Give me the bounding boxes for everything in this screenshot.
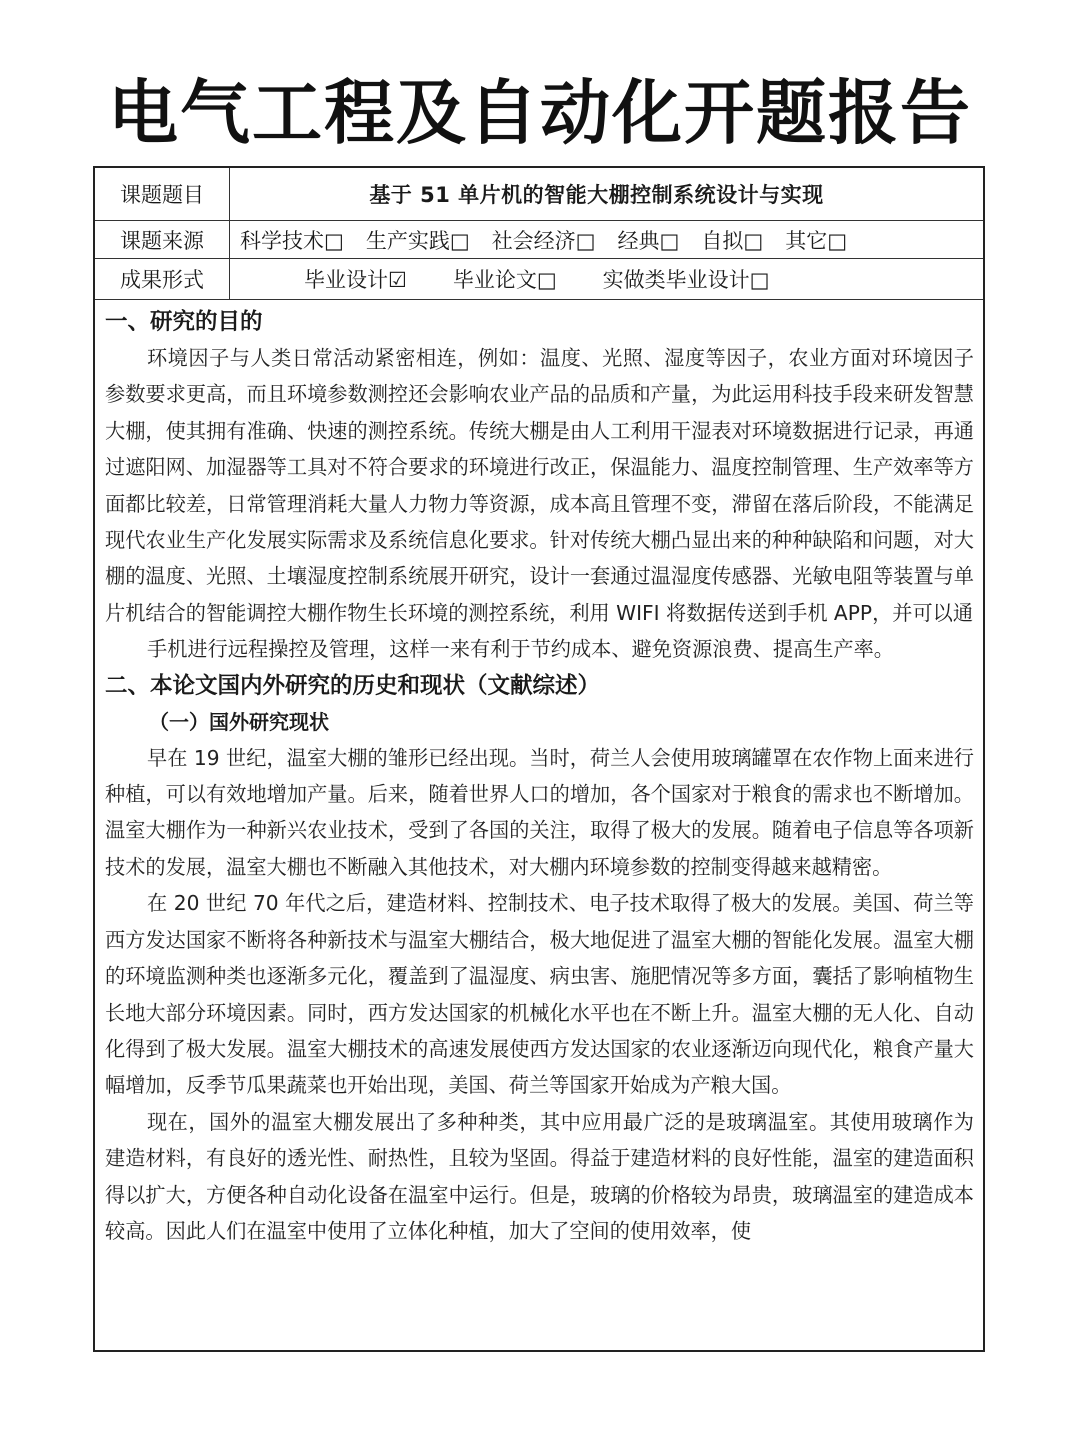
report-form	[93, 166, 985, 1352]
form-option-design: 毕业设计☑	[304, 268, 407, 292]
source-option-economy: 社会经济□	[491, 228, 596, 253]
section1-paragraph: 手机进行远程操控及管理，这样一来有利于节约成本、避免资源浪费、提高生产率。	[147, 637, 894, 662]
form-option-practical: 实做类毕业设计□	[602, 268, 770, 292]
row-source	[95, 221, 983, 259]
section1-heading: 一、研究的目的	[105, 309, 263, 335]
section1-paragraph: 环境因子与人类日常活动紧密相连，例如：温度、光照、湿度等因子，农业方面对环境因子参数要求更高，而且环境参数测控还会影响农业产品的品质和产量，为此运用科技手段来研发智慧大棚，使其拥有准确、快速的测控系统。传统大棚是由人工利用干湿表对环境数据进行记录，再通过遮阳网、加湿器等工具对不符合要求的环境进行改正，保温能力、温度控制管理、生产效率等方面都比较差，日常管理消耗大量人力物力等资源，成本高且管理不变，滞留在落后阶段，不能满足现代农业生产化发展实际需求及系统信息化要求。针对传统大棚凸显出来的种种缺陷和问题，对大棚的温度、光照、土壤湿度控制系统展开研究，设计一套通过温湿度传感器、光敏电阻等装置与单片机结合的智能调控大棚作物生长环境的测控系统，利用 WIFI 将数据传送到手机 APP，并可以通	[105, 346, 974, 625]
meta-table	[95, 168, 983, 300]
section2-heading: 二、本论文国内外研究的历史和现状（文献综述）	[105, 672, 601, 699]
section2-paragraph: 现在，国外的温室大棚发展出了多种种类，其中应用最广泛的是玻璃温室。其使用玻璃作为建造材料，有良好的透光性、耐热性，且较为坚固。得益于建造材料的良好性能，温室的建造面积得以扩大，方便各种自动化设备在温室中运行。但是，玻璃的价格较为昂贵，玻璃温室的建造成本较高。因此人们在温室中使用了立体化种植，加大了空间的使用效率，使	[105, 1109, 974, 1243]
report-body	[95, 300, 983, 1249]
form-label: 成果形式	[95, 259, 230, 300]
source-option-self: 自拟□	[701, 228, 764, 253]
topic-value: 基于 51 单片机的智能大棚控制系统设计与实现	[230, 168, 984, 221]
source-option-production: 生产实践□	[365, 228, 470, 253]
source-option-other: 其它□	[785, 228, 848, 253]
row-form	[95, 259, 983, 300]
form-options	[230, 259, 984, 300]
source-option-science: 科学技术□	[240, 228, 344, 253]
section2-paragraph: 在 20 世纪 70 年代之后，建造材料、控制技术、电子技术取得了极大的发展。美国、荷兰等西方发达国家不断将各种新技术与温室大棚结合，极大地促进了温室大棚的智能化发展。温室大棚的环境监测种类也逐渐多元化，覆盖到了温湿度、病虫害、施肥情况等多方面，囊括了影响植物生长地大部分环境因素。同时，西方发达国家的机械化水平也在不断上升。温室大棚的无人化、自动化得到了极大发展。温室大棚技术的高速发展使西方发达国家的农业逐渐迈向现代化，粮食产量大幅增加，反季节瓜果蔬菜也开始出现，美国、荷兰等国家开始成为产粮大国。	[105, 891, 974, 1098]
row-topic	[95, 168, 983, 221]
source-label: 课题来源	[95, 221, 230, 259]
source-options	[230, 221, 984, 259]
section2-subheading: （一）国外研究现状	[149, 709, 329, 734]
form-option-thesis: 毕业论文□	[452, 268, 557, 292]
section2-paragraph: 早在 19 世纪，温室大棚的雏形已经出现。当时，荷兰人会使用玻璃罐罩在农作物上面来进行种植，可以有效地增加产量。后来，随着世界人口的增加，各个国家对于粮食的需求也不断增加。温室大棚作为一种新兴农业技术，受到了各国的关注，取得了极大的发展。随着电子信息等各项新技术的发展，温室大棚也不断融入其他技术，对大棚内环境参数的控制变得越来越精密。	[105, 745, 974, 879]
topic-label: 课题题目	[95, 168, 230, 221]
source-option-classic: 经典□	[617, 228, 680, 253]
document-title: 电气工程及自动化开题报告	[108, 72, 972, 154]
